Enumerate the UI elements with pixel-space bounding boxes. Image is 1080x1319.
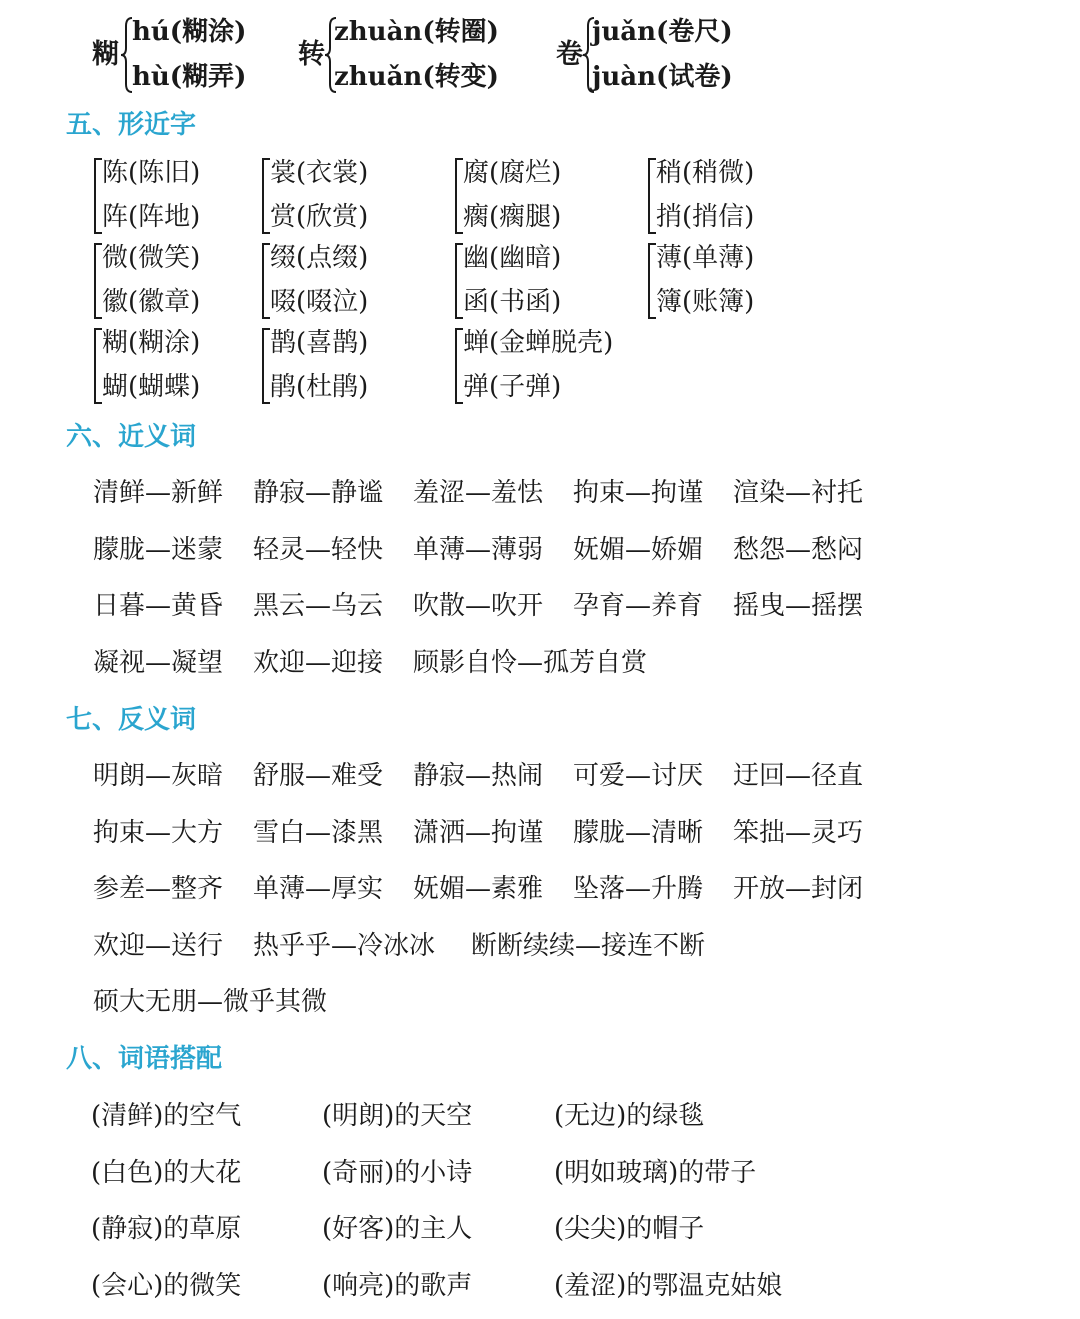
word-pair: 轻灵—轻快 [253,535,384,565]
polyphone-char: 糊 [92,39,119,70]
word-pair: 孕育—养育 [573,591,704,621]
word-pair: 热乎乎—冷冰冰 [253,931,436,961]
similar-char: 微(微笑) [102,243,201,273]
similar-char: 幽(幽暗) [463,243,562,273]
word-pair: 坠落—升腾 [573,874,704,904]
word-pair: 雪白—漆黑 [253,818,384,848]
similar-char: 鹊(喜鹊) [270,328,369,358]
bracket-icon [455,328,463,404]
collocation-item: (明如玻璃)的带子 [554,1158,757,1188]
similar-char: 裳(衣裳) [270,158,369,188]
word-pair: 凝视—凝望 [93,648,224,678]
bracket-icon [262,243,270,319]
word-pair: 拘束—大方 [93,818,224,848]
similar-char: 簿(账簿) [656,287,755,317]
bracket-icon [262,328,270,404]
similar-char: 啜(啜泣) [270,287,369,317]
word-pair: 单薄—薄弱 [413,535,544,565]
word-pair: 欢迎—迎接 [253,648,384,678]
word-pair: 单薄—厚实 [253,874,384,904]
similar-char: 蝴(蝴蝶) [102,372,201,402]
word-pair: 静寂—静谧 [253,478,384,508]
word-pair: 笨拙—灵巧 [733,818,864,848]
collocation-item: (羞涩)的鄂温克姑娘 [554,1271,783,1301]
collocation-item: (白色)的大花 [91,1158,242,1188]
similar-char: 瘸(瘸腿) [463,202,562,232]
similar-char: 函(书函) [463,287,562,317]
polyphone-reading: zhuǎn(转变) [334,62,499,92]
collocation-item: (尖尖)的帽子 [554,1214,705,1244]
bracket-icon [455,158,463,234]
section-heading: 五、形近字 [66,110,197,140]
word-pair: 可爱—讨厌 [573,761,704,791]
word-pair: 潇洒—拘谨 [413,818,544,848]
similar-char: 稍(稍微) [656,158,755,188]
word-pair: 羞涩—羞怯 [413,478,544,508]
word-pair: 愁怨—愁闷 [733,535,864,565]
polyphone-reading: hù(糊弄) [132,62,247,92]
polyphone-reading: zhuàn(转圈) [334,17,499,47]
word-pair: 摇曳—摇摆 [733,591,864,621]
polyphone-char: 转 [298,39,325,70]
collocation-item: (响亮)的歌声 [322,1271,473,1301]
similar-char: 蝉(金蝉脱壳) [463,328,614,358]
bracket-icon [648,243,656,319]
collocation-item: (清鲜)的空气 [91,1101,242,1131]
word-pair: 清鲜—新鲜 [93,478,224,508]
similar-char: 陈(陈旧) [102,158,201,188]
word-pair: 妩媚—素雅 [413,874,544,904]
bracket-icon [94,328,102,404]
word-pair: 舒服—难受 [253,761,384,791]
word-pair: 参差—整齐 [93,874,224,904]
bracket-icon [455,243,463,319]
word-pair: 拘束—拘谨 [573,478,704,508]
collocation-item: (明朗)的天空 [322,1101,473,1131]
word-pair: 顾影自怜—孤芳自赏 [413,648,648,678]
word-pair: 明朗—灰暗 [93,761,224,791]
word-pair: 朦胧—迷蒙 [93,535,224,565]
section-heading: 八、词语搭配 [66,1044,223,1074]
bracket-icon [262,158,270,234]
similar-char: 捎(捎信) [656,202,755,232]
collocation-item: (奇丽)的小诗 [322,1158,473,1188]
section-heading: 七、反义词 [66,705,197,735]
word-pair: 断断续续—接连不断 [471,931,706,961]
similar-char: 徽(徽章) [102,287,201,317]
similar-char: 鹃(杜鹃) [270,372,369,402]
collocation-item: (静寂)的草原 [91,1214,242,1244]
polyphone-reading: juàn(试卷) [592,62,733,92]
polyphone-reading: juǎn(卷尺) [592,17,733,47]
word-pair: 迂回—径直 [733,761,864,791]
bracket-icon [94,243,102,319]
section-heading: 六、近义词 [66,422,197,452]
bracket-icon [648,158,656,234]
similar-char: 赏(欣赏) [270,202,369,232]
word-pair: 静寂—热闹 [413,761,544,791]
bracket-icon [94,158,102,234]
word-pair: 欢迎—送行 [93,931,224,961]
collocation-item: (会心)的微笑 [91,1271,242,1301]
polyphone-char: 卷 [556,39,583,70]
collocation-item: (无边)的绿毯 [554,1101,705,1131]
word-pair: 渲染—衬托 [733,478,864,508]
word-pair: 开放—封闭 [733,874,864,904]
similar-char: 腐(腐烂) [463,158,562,188]
similar-char: 糊(糊涂) [102,328,201,358]
word-pair: 朦胧—清晰 [573,818,704,848]
similar-char: 弹(子弹) [463,372,562,402]
similar-char: 薄(单薄) [656,243,755,273]
word-pair: 硕大无朋—微乎其微 [93,987,328,1017]
similar-char: 阵(阵地) [102,202,201,232]
word-pair: 黑云—乌云 [253,591,384,621]
word-pair: 吹散—吹开 [413,591,544,621]
similar-char: 缀(点缀) [270,243,369,273]
word-pair: 妩媚—娇媚 [573,535,704,565]
polyphone-reading: hú(糊涂) [132,17,247,47]
collocation-item: (好客)的主人 [322,1214,473,1244]
word-pair: 日暮—黄昏 [93,591,224,621]
